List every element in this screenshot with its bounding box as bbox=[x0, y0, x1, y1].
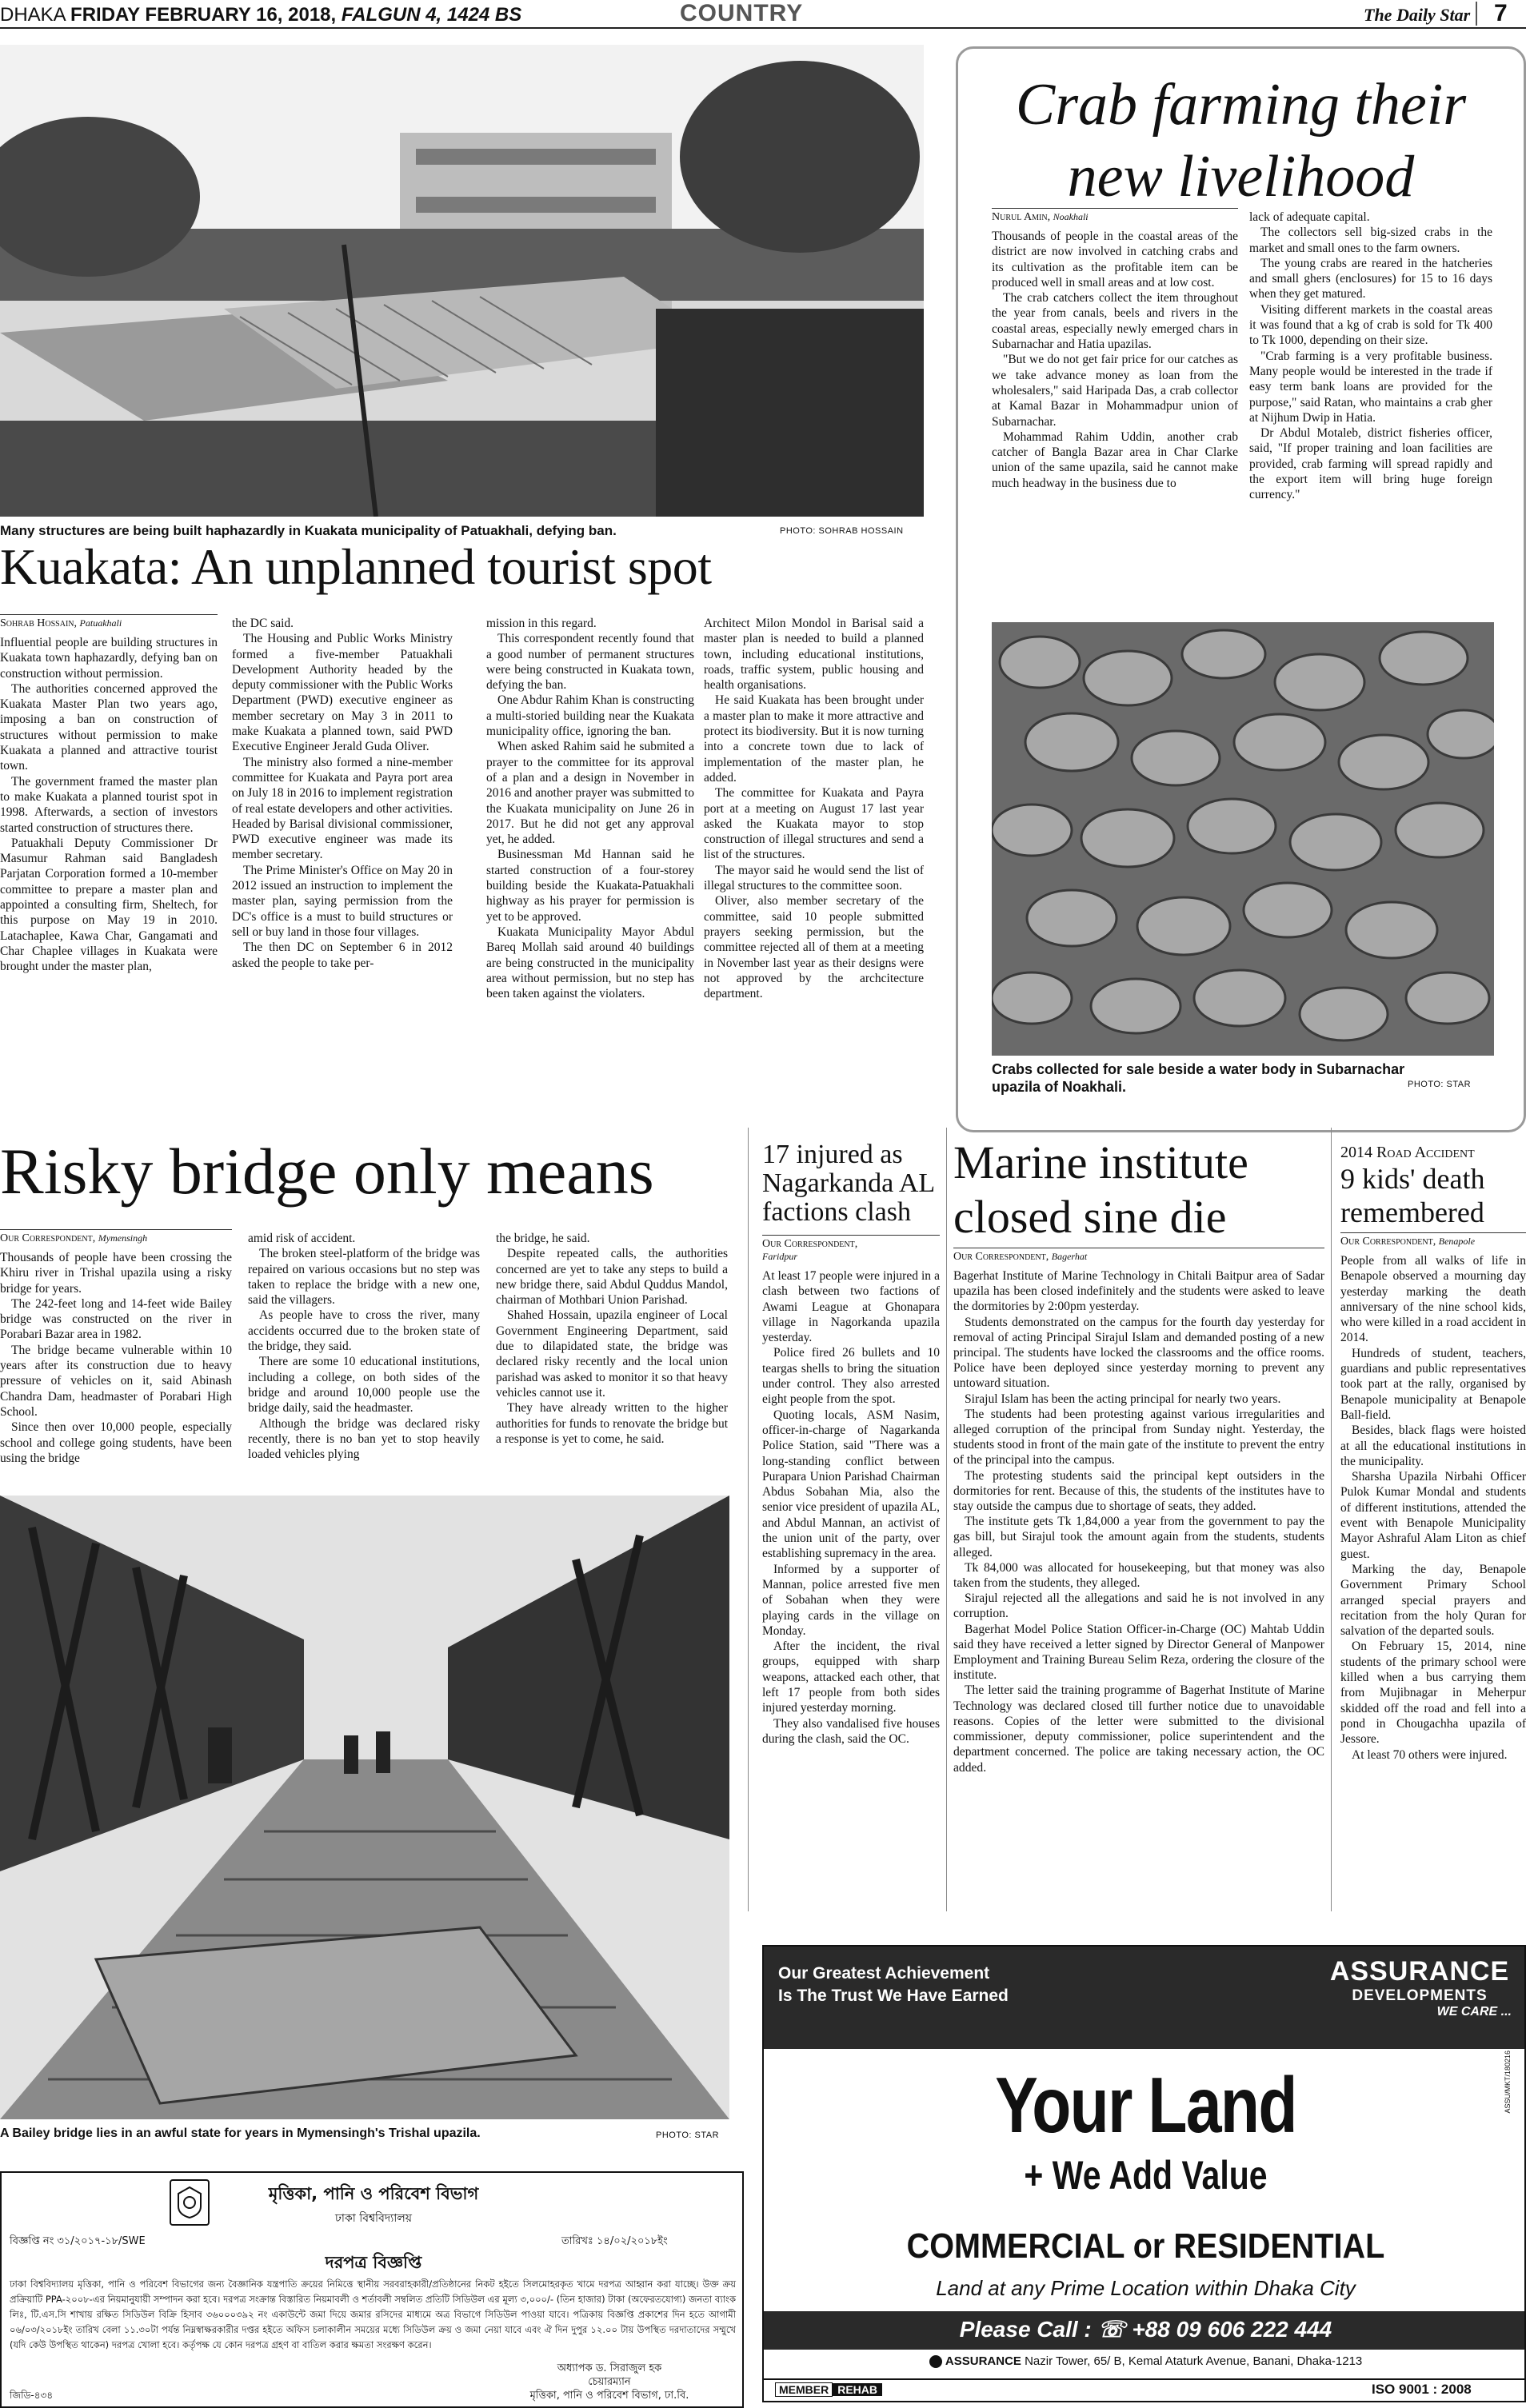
paper-logo: The Daily Star bbox=[1364, 5, 1471, 25]
paragraph: "Crab farming is a very profitable business. Many people would be interested in the trade if easy term bank loans are provided for the purpose," said Ratan, who maintains a crab gher at Nijhum Dwip in Hatia. bbox=[1249, 349, 1492, 425]
kuakata-photo bbox=[0, 45, 924, 517]
notice-univ: ঢাকা বিশ্ববিদ্যালয় bbox=[334, 2212, 413, 2225]
crab-photo bbox=[992, 622, 1494, 1056]
notice-signatory-dept: মৃত্তিকা, পানি ও পরিবেশ বিভাগ, ঢা.বি. bbox=[529, 2390, 689, 2402]
paragraph: Sirajul rejected all the allegations and said he is not involved in any corruption. bbox=[953, 1591, 1324, 1621]
paragraph: Thousands of people in the coastal areas of the district are now involved in catching crabs and its cultivation as the profitable item can be produced well in small areas and at low cost. bbox=[992, 230, 1238, 290]
bridge-byline: Our Correspondent, Mymensingh bbox=[0, 1229, 232, 1245]
paragraph: The institute gets Tk 1,84,000 a year from the government to pay the gas bill, but Sirajul took the amount again from the students, students alleged. bbox=[953, 1515, 1324, 1559]
paragraph: Bagerhat Institute of Marine Technology in Chitali Baitpur area of Sadar upazila has been closed indefinitely and the students were asked to leave the dormitories by 2:00pm yesterday. bbox=[953, 1269, 1324, 1314]
masthead bbox=[0, 0, 1526, 29]
crab-credit: PHOTO: STAR bbox=[1408, 1080, 1472, 1089]
paragraph: The committee for Kuakata and Payra port at a meeting on August 17 last year asked the Kuakata mayor to stop construction of illegal structures and send a list of the structures. bbox=[704, 786, 924, 862]
kids-kicker: 2014 Road Accident bbox=[1340, 1144, 1475, 1161]
paragraph: Dr Abdul Motaleb, district fisheries officer, said, "If proper training and loan facilities are provided, crab farming will spread rapidly and the export item will bring huge foreign currency." bbox=[1249, 426, 1492, 502]
crab-headline: Crab farming their new livelihood bbox=[1015, 72, 1467, 210]
paragraph: Tk 84,000 was allocated for housekeeping, but that money was also taken from the students, they alleged. bbox=[953, 1560, 1324, 1591]
bridge-credit: PHOTO: STAR bbox=[656, 2130, 720, 2140]
paragraph: Since then over 10,000 people, especially school and college going students, have been using the bridge bbox=[0, 1420, 232, 1465]
paragraph: Mohammad Rahim Uddin, another crab catcher of Bangla Bazar area in Char Clarke union of the same upazila, said he cannot make much headway in the business due to bbox=[992, 429, 1238, 490]
ad-address: Nazir Tower, 65/ B, Kemal Ataturk Avenue, Banani, Dhaka-1213 bbox=[1025, 2354, 1363, 2368]
paragraph: the DC said. bbox=[232, 617, 294, 630]
paragraph: mission in this regard. bbox=[486, 617, 597, 630]
paragraph: Although the bridge was declared risky recently, there is no ban yet to stop heavily loaded vehicles plying bbox=[248, 1416, 480, 1462]
paragraph: At least 70 others were injured. bbox=[1352, 1747, 1508, 1762]
paragraph: Informed by a supporter of Mannan, police arrested five men of Sobahan when they were playing cards in the village on Monday. bbox=[762, 1562, 940, 1638]
tender-notice bbox=[0, 2171, 744, 2408]
paragraph: Besides, black flags were hoisted at all the educational institutions in the municipality. bbox=[1340, 1424, 1526, 1468]
ad-tagline-1: Our Greatest Achievement bbox=[778, 1964, 990, 1983]
section-label: COUNTRY bbox=[680, 0, 804, 26]
paragraph: Shahed Hossain, upazila engineer of Local Government Engineering Department, said due to dilapidated state, the bridge was declared risky recently and the local union parishad was asked to monitor it so that heavy vehicles cannot use it. bbox=[496, 1308, 728, 1400]
paragraph: Despite repeated calls, the authorities concerned are yet to take any steps to build a new bridge there, said Abdul Quddus Mandol, chairman of Mothbari Union Parishad. bbox=[496, 1247, 728, 1308]
paragraph: After the incident, the rival groups, equipped with sharp weapons, attacked each other, that left 17 people from both sides injured yesterday morning. bbox=[762, 1639, 940, 1715]
ad-your-land: Your Land bbox=[995, 2061, 1296, 2149]
notice-title: দরপত্র বিজ্ঞপ্তি bbox=[325, 2253, 422, 2272]
paragraph: Marking the day, Benapole Government Primary School arranged special prayers and recitation from the holy Quran for salvation of the departed souls. bbox=[1340, 1562, 1526, 1639]
kuakata-credit: PHOTO: SOHRAB HOSSAIN bbox=[780, 526, 904, 536]
paragraph: Sirajul Islam has been the acting principal for nearly two years. bbox=[965, 1392, 1281, 1406]
paragraph: The protesting students said the principal kept outsiders in the dormitories for rent. Because of this, the students of the institutes have to stay outside the campus due to shortage of seats, they added. bbox=[953, 1468, 1324, 1514]
paragraph: Visiting different markets in the coastal areas it was found that a kg of crab is sold for Tk 400 to Tk 1000, depending on their size. bbox=[1249, 302, 1492, 348]
paragraph: The Housing and Public Works Ministry formed a five-member Patuakhali Development Authority headed by the deputy commissioner with the Public Works Department (PWD) executive engineer as member secretary on May 3 in 2011 to make Kuakata a planned town, said PWD Executive Engineer Jerald Guda Oliver. bbox=[232, 632, 453, 754]
paragraph: The government framed the master plan to make Kuakata a planned tourist spot in 1998. Afterwards, a section of investors started construction of structures there. bbox=[0, 774, 218, 835]
bridge-col-3 bbox=[496, 1231, 728, 1447]
ad-iso: ISO 9001 : 2008 bbox=[1372, 2382, 1472, 2397]
paragraph: "But we do not get fair price for our catches as we take advance money as loan from the wholesalers," said Haripada Das, a crab collector at Kamal Bazar in Mohammadpur union of Subarnachar. bbox=[992, 353, 1238, 429]
notice-signatory: অধ্যাপক ড. সিরাজুল হক bbox=[557, 2362, 662, 2374]
crab-caption: Crabs collected for sale beside a water body in Subarnachar upazila of Noakhali. bbox=[992, 1061, 1405, 1095]
notice-code: জিডি-৪৩৪ bbox=[10, 2390, 54, 2401]
kuakata-caption: Many structures are being built haphazardly in Kuakata municipality of Patuakhali, defying ban. bbox=[0, 523, 617, 538]
clash-body bbox=[762, 1268, 940, 1747]
paragraph: Students demonstrated on the campus for the fourth day yesterday for removal of acting Principal Sirajul Islam and demanded posting of a new principal. The students have locked the classrooms and the office rooms. Police have been deployed since yesterday morning to prevent any untoward situation. bbox=[953, 1315, 1324, 1391]
paragraph: As people have to cross the river, many accidents occurred due to the broken state of the bridge, they said. bbox=[248, 1308, 480, 1354]
paragraph: The ministry also formed a nine-member committee for Kuakata and Payra port area on July 18 in 2016 to implement registration of real estate developers and other activities. Headed by Barisal divisional commissioner, PWD executive engineer was made its member secretary. bbox=[232, 755, 453, 862]
bridge-col-1 bbox=[0, 1250, 232, 1466]
paragraph: One Abdur Rahim Khan is constructing a multi-storied building near the Kuakata municipality office, ignoring the ban. bbox=[486, 693, 694, 739]
kuakata-col-3 bbox=[486, 616, 694, 1001]
paragraph: The bridge became vulnerable within 10 years after its construction due to heavy pressure of vehicles on it, said Abinash Chandra Dam, headmaster of Porabari High School. bbox=[0, 1343, 232, 1419]
ad-brand: ASSURANCE bbox=[1329, 1956, 1510, 1987]
notice-dept: মৃত্তিকা, পানি ও পরিবেশ বিভাগ bbox=[268, 2184, 479, 2203]
paragraph: The young crabs are reared in the hatcheries and small ghers (enclosures) for 15 to 16 days when they get matured. bbox=[1249, 256, 1492, 301]
clash-byline: Our Correspondent, Faridpur bbox=[762, 1235, 940, 1264]
paragraph: People from all walks of life in Benapole observed a mourning day yesterday marking the death anniversary of the nine school kids, who were killed in a road accident in 2014. bbox=[1340, 1254, 1526, 1345]
paragraph: Influential people are building structures in Kuakata town haphazardly, defying ban on construction without permission. bbox=[0, 636, 218, 681]
paragraph: He said Kuakata has been brought under a master plan to make it more attractive and protect its biodiversity. But it is now turning into a concrete town due to lack of implementation of the master plan, he added. bbox=[704, 693, 924, 785]
paragraph: The broken steel-platform of the bridge was repaired on various occasions but no step was taken to replace the bridge with a new one, said the villagers. bbox=[248, 1247, 480, 1308]
paragraph: There are some 10 educational institutions, including a college, on both sides of the bridge and around 10,000 people use the bridge daily, said the headmaster. bbox=[248, 1355, 480, 1416]
bridge-photo bbox=[0, 1496, 729, 2119]
notice-ref: বিজ্ঞপ্তি নং ৩১/২০১৭-১৮/SWE bbox=[10, 2235, 146, 2247]
ad-add-value: + We Add Value bbox=[1024, 2153, 1268, 2198]
crab-col-1 bbox=[992, 229, 1238, 491]
paragraph: The 242-feet long and 14-feet wide Bailey bridge was constructed on the river in Porabari Bazar area in 1982. bbox=[0, 1296, 232, 1342]
notice-body: ঢাকা বিশ্ববিদ্যালয় মৃত্তিকা, পানি ও পরিবেশ বিভাগের জন্য বৈজ্ঞানিক যন্ত্রপাতি ক্রয়ের নিমিত্তে স্থানীয় সরবরাহকারী/প্রতিষ্ঠানের নিকট হইতে সিলমোহরকৃত খামে দরপত্র আহ্বান করা যাচ্ছে। উক্ত ক্রয় প্রক্রিয়াটি PPA-২০০৮-এর নিয়মানুযায়ী সম্পাদন করা হবে। দরপত্র সংক্রান্ত বিস্তারিত নিয়মাবলী ও শর্তাবলী সম্বলিত প্রতিটি সিডিউল এর মূল্য ৩,০০০/- (তিন হাজার) টাকা (অফেরতযোগ্য) জনতা ব্যাংক লিঃ, টি.এস.সি শাখায় রক্ষিত সিডিউল বিক্রি হিসাব ৩৬০০০৩৯২ নং একাউন্টে জমা দিয়ে জমার রসিদের মাধ্যমে অত্র বিভাগে সিডিউল পাওয়া যাবে। পত্রিকায় বিজ্ঞপ্তি প্রকাশের দিন হতে আগামী ০৬/০৩/২০১৮ইং তারিখ বেলা ১১.৩০টা পর্যন্ত নিম্নস্বাক্ষরকারীর দপ্তর হইতে অফিস চলাকালীন সময়ের মধ্যে সিডিউল ক্রয় ও জমা নেয়া যাবে এবং ঐ দিন দুপুর ১২.০০ টায় উপস্থিত দরদাতাদের সম্মুখে (যদি কেউ উপস্থিত থাকেন) দরপত্র খোলা হবে। কর্তৃপক্ষ যে কোন দরপত্র গ্রহণ বা বাতিল করার ক্ষমতা সংরক্ষণ করেন। bbox=[10, 2278, 736, 2350]
paragraph: They also vandalised five houses during the clash, said the OC. bbox=[762, 1716, 940, 1746]
ad-type: COMMERCIAL or RESIDENTIAL bbox=[906, 2226, 1385, 2266]
bridge-headline: Risky bridge only means bbox=[0, 1135, 654, 1208]
paragraph: The crab catchers collect the item throughout the year from canals, beels and rivers in the coastal areas, especially newly emerged chars in Subarnachar and Hatia upazilas. bbox=[992, 291, 1238, 352]
paragraph: This correspondent recently found that a good number of permanent structures were being constructed in Kuakata town, defying the ban. bbox=[486, 632, 694, 693]
paragraph: On February 15, 2014, nine students of the primary school were killed when a bus carrying them from Mujibnagar in Meherpur skidded off the road and fell into a pond in Chougachha upazila of Jessore. bbox=[1340, 1639, 1526, 1747]
paragraph: The letter said the training programme of Bagerhat Institute of Marine Technology was declared closed till further notice due to unavoidable reasons. Copies of the letter were submitted to the divisional commissioner, deputy commissioner, police superintendent and the department concerned. The police are taking necessary action, the OC added. bbox=[953, 1683, 1324, 1775]
kids-headline: 9 kids' death remembered bbox=[1340, 1163, 1485, 1228]
masthead-date: FRIDAY FEBRUARY 16, 2018, bbox=[70, 4, 337, 26]
paragraph: The Prime Minister's Office on May 20 in 2012 issued an instruction to implement the master plan, saying permission from the DC's office is a must to build structures or sell or buy land in those four villages. bbox=[232, 863, 453, 939]
page-number: 7 bbox=[1494, 0, 1508, 26]
ad-tagline-2: Is The Trust We Have Earned bbox=[778, 1987, 1009, 2005]
paragraph: lack of adequate capital. bbox=[1249, 210, 1370, 224]
dateline: DHAKA bbox=[0, 4, 66, 26]
paragraph: Quoting locals, ASM Nasim, officer-in-charge of Nagarkanda Police Station, said "There was a long-standing conflict between Purapara Union Parishad Chairman Abdus Sobahan Mia, also the senior vice president of upazila AL, and Abdul Mannan, an activist of the union unit of the party, over establishing supremacy in the area. bbox=[762, 1408, 940, 1561]
ad-location: Land at any Prime Location within Dhaka City bbox=[936, 2276, 1356, 2300]
paragraph: The collectors sell big-sized crabs in the market and small ones to the farm owners. bbox=[1249, 226, 1492, 255]
paragraph: The then DC on September 6 in 2012 asked the people to take per- bbox=[232, 940, 453, 970]
clash-headline: 17 injured as Nagarkanda AL factions clash bbox=[762, 1140, 934, 1227]
paragraph: The authorities concerned approved the Kuakata Master Plan two years ago, imposing a ban on construction of structures without permission to make Kuakata a planned and attractive tourist town. bbox=[0, 681, 218, 773]
kuakata-byline: Sohrab Hossain, Patuakhali bbox=[0, 614, 218, 630]
paragraph: Sharsha Upazila Nirbahi Officer Pulok Kumar Mondal and students of different institutions, attended the event with Benapole Municipality Mayor Ashraful Alam Liton as chief guest. bbox=[1340, 1470, 1526, 1561]
marine-headline: Marine institute closed sine die bbox=[953, 1136, 1248, 1243]
assurance-ad bbox=[762, 1945, 1526, 2402]
ad-rehab: REHAB bbox=[833, 2383, 882, 2396]
paragraph: Kuakata Municipality Mayor Abdul Bareq Mollah said around 40 buildings are being constructed in the municipality area without permission, but no step has been taken against the violaters. bbox=[486, 924, 694, 1001]
notice-date: তারিখঃ ১৪/০২/২০১৮ইং bbox=[561, 2235, 668, 2247]
paragraph: Police fired 26 bullets and 10 teargas shells to bring the situation under control. They also arrested eight people from the spot. bbox=[762, 1346, 940, 1407]
kids-body bbox=[1340, 1253, 1526, 1763]
ad-address-brand: ASSURANCE bbox=[945, 2354, 1021, 2368]
crab-col-2 bbox=[1249, 210, 1492, 503]
crab-byline: Nurul Amin, Noakhali bbox=[992, 208, 1238, 224]
marine-byline: Our Correspondent, Bagerhat bbox=[953, 1248, 1324, 1264]
paragraph: Businessman Md Hannan said he started construction of a four-storey building beside the Kuakata-Patuakhali highway as his prayer for permission is yet to be approved. bbox=[486, 848, 694, 924]
kuakata-col-1 bbox=[0, 635, 218, 975]
notice-signatory-role: চেয়ারম্যান bbox=[588, 2376, 631, 2388]
ad-code: ASSU/MKT/180216 bbox=[1504, 2051, 1512, 2114]
ad-brand-tagline: WE CARE ... bbox=[1436, 2005, 1512, 2019]
paragraph: At least 17 people were injured in a clash between two factions of Awami League at Ghonapara village in Nagorkanda upazila yesterday. bbox=[762, 1269, 940, 1345]
bridge-caption: A Bailey bridge lies in an awful state for years in Mymensingh's Trishal upazila. bbox=[0, 2126, 481, 2140]
paragraph: the bridge, he said. bbox=[496, 1232, 590, 1245]
bridge-col-2 bbox=[248, 1231, 480, 1462]
paragraph: Oliver, also member secretary of the committee, said 10 people submitted prayers seeking permission, but the committee rejected all of them at a meeting in November last year as their designs were not approved by the archcitecture department. bbox=[704, 894, 924, 1001]
paragraph: When asked Rahim said he submited a prayer to the committee for its approval of a plan and a design in November in 2016 and another prayer was submitted to the Kuakata municipality on June 26 in 2017. But he did not get any approval yet, he added. bbox=[486, 740, 694, 847]
kuakata-headline: Kuakata: An unplanned tourist spot bbox=[0, 538, 712, 595]
paragraph: Bagerhat Model Police Station Officer-in-Charge (OC) Mahtab Uddin said they have received a letter signed by Director General of Manpower Employment and Training Bureau Selim Reza, ordering the closure of the institute. bbox=[953, 1622, 1324, 1683]
paragraph: Thousands of people have been crossing the Khiru river in Trishal upazila using a risky bridge for years. bbox=[0, 1251, 232, 1296]
ad-brand-sub: DEVELOPMENTS bbox=[1352, 1987, 1488, 2004]
paragraph: Architect Milon Mondol in Barisal said a master plan is needed to build a planned town, including educational institutions, roads, traffic system, public housing and health organisations. bbox=[704, 617, 924, 693]
paragraph: Hundreds of student, teachers, guardians and public representatives took part at the rally, organised by Benapole municipality at Benapole Ball-field. bbox=[1340, 1346, 1526, 1422]
paragraph: The students had been protesting against various irregularities and alleged corruption of the principal from Sunday night. Yesterday, the students stood in front of the main gate of the institute to prevent the entry of the principal into the campus. bbox=[953, 1407, 1324, 1468]
marine-body bbox=[953, 1268, 1324, 1775]
paragraph: The mayor said he would send the list of illegal structures to the committee soon. bbox=[704, 863, 924, 893]
kuakata-col-2 bbox=[232, 616, 453, 971]
ad-address-icon bbox=[929, 2355, 942, 2368]
paragraph: They have already written to the higher authorities for funds to renovate the bridge but a response is yet to come, he said. bbox=[496, 1401, 728, 1446]
ad-member: MEMBER bbox=[775, 2382, 833, 2397]
paragraph: amid risk of accident. bbox=[248, 1232, 356, 1245]
kuakata-col-4 bbox=[704, 616, 924, 1001]
kids-byline: Our Correspondent, Benapole bbox=[1340, 1232, 1526, 1248]
bengali-date: FALGUN 4, 1424 BS bbox=[341, 4, 522, 26]
paragraph: Patuakhali Deputy Commissioner Dr Masumur Rahman said Bangladesh Parjatan Corporation formed a 10-member committee to prepare a master plan and appointed a consulting firm, Sheltech, for this purpose on May 19 in 2010. Latachaplee, Kawa Char, Gangamati and Char Chaplee villages in Kuakata were brought under the master plan, bbox=[0, 836, 218, 974]
ad-phone[interactable]: Please Call : ☏ +88 09 606 222 444 bbox=[959, 2317, 1332, 2342]
